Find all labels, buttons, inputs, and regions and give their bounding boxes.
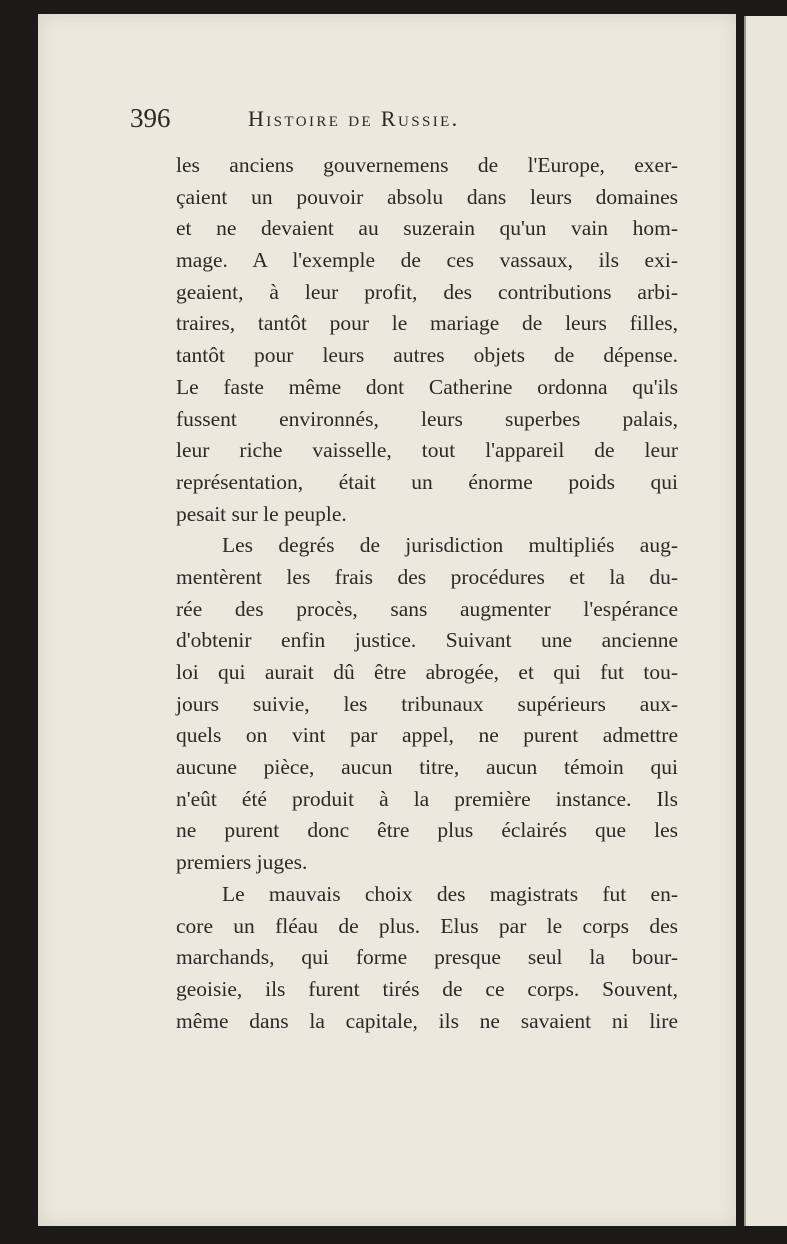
text-line: Le mauvais choix des magistrats fut en- [222, 881, 678, 906]
text-line: et ne devaient au suzerain qu'un vain hom- [176, 216, 678, 241]
text-line: leur riche vaisselle, tout l'appareil de leur [176, 438, 678, 463]
adjacent-page-edge [744, 16, 787, 1226]
text-line: pesait sur le peuple. [176, 501, 347, 526]
text-line: d'obtenir enfin justice. Suivant une ancienne [176, 628, 678, 653]
text-line: Les degrés de jurisdiction multipliés aug- [222, 533, 678, 558]
text-line: tantôt pour leurs autres objets de dépense. [176, 343, 678, 368]
text-line: Le faste même dont Catherine ordonna qu'ils [176, 374, 678, 399]
text-line: aucune pièce, aucun titre, aucun témoin qui [176, 755, 678, 780]
text-line: même dans la capitale, ils ne savaient ni lire [176, 1008, 678, 1033]
page-number: 396 [130, 103, 171, 133]
text-line: mentèrent les frais des procédures et la du- [176, 564, 678, 589]
text-line: les anciens gouvernemens de l'Europe, exer- [176, 153, 678, 177]
text-line: fussent environnés, leurs superbes palais, [176, 406, 678, 431]
text-line: rée des procès, sans augmenter l'espérance [176, 596, 678, 621]
running-head [130, 103, 690, 139]
text-line: jours suivie, les tribunaux supérieurs aux- [176, 691, 678, 716]
text-line: mage. A l'exemple de ces vassaux, ils exi- [176, 248, 678, 273]
text-line: loi qui aurait dû être abrogée, et qui fut tou- [176, 660, 678, 684]
text-line: quels on vint par appel, ne purent admettre [176, 723, 678, 748]
text-line: n'eût été produit à la première instance. Ils [176, 786, 678, 811]
text-line: traires, tantôt pour le mariage de leurs filles, [176, 311, 678, 336]
text-line: ne purent donc être plus éclairés que les [176, 818, 678, 843]
text-line: marchands, qui forme presque seul la bour- [176, 945, 678, 970]
text-line: premiers juges. [176, 850, 308, 875]
text-line: çaient un pouvoir absolu dans leurs domaines [176, 184, 678, 209]
body-text [176, 150, 678, 1037]
running-title: Histoire de Russie. [248, 106, 460, 131]
text-line: représentation, était un énorme poids qui [176, 469, 678, 494]
text-line: geoisie, ils furent tirés de ce corps. Souvent, [176, 976, 678, 1001]
text-line: core un fléau de plus. Elus par le corps des [176, 913, 678, 938]
text-line: geaient, à leur profit, des contributions arbi- [176, 279, 678, 304]
